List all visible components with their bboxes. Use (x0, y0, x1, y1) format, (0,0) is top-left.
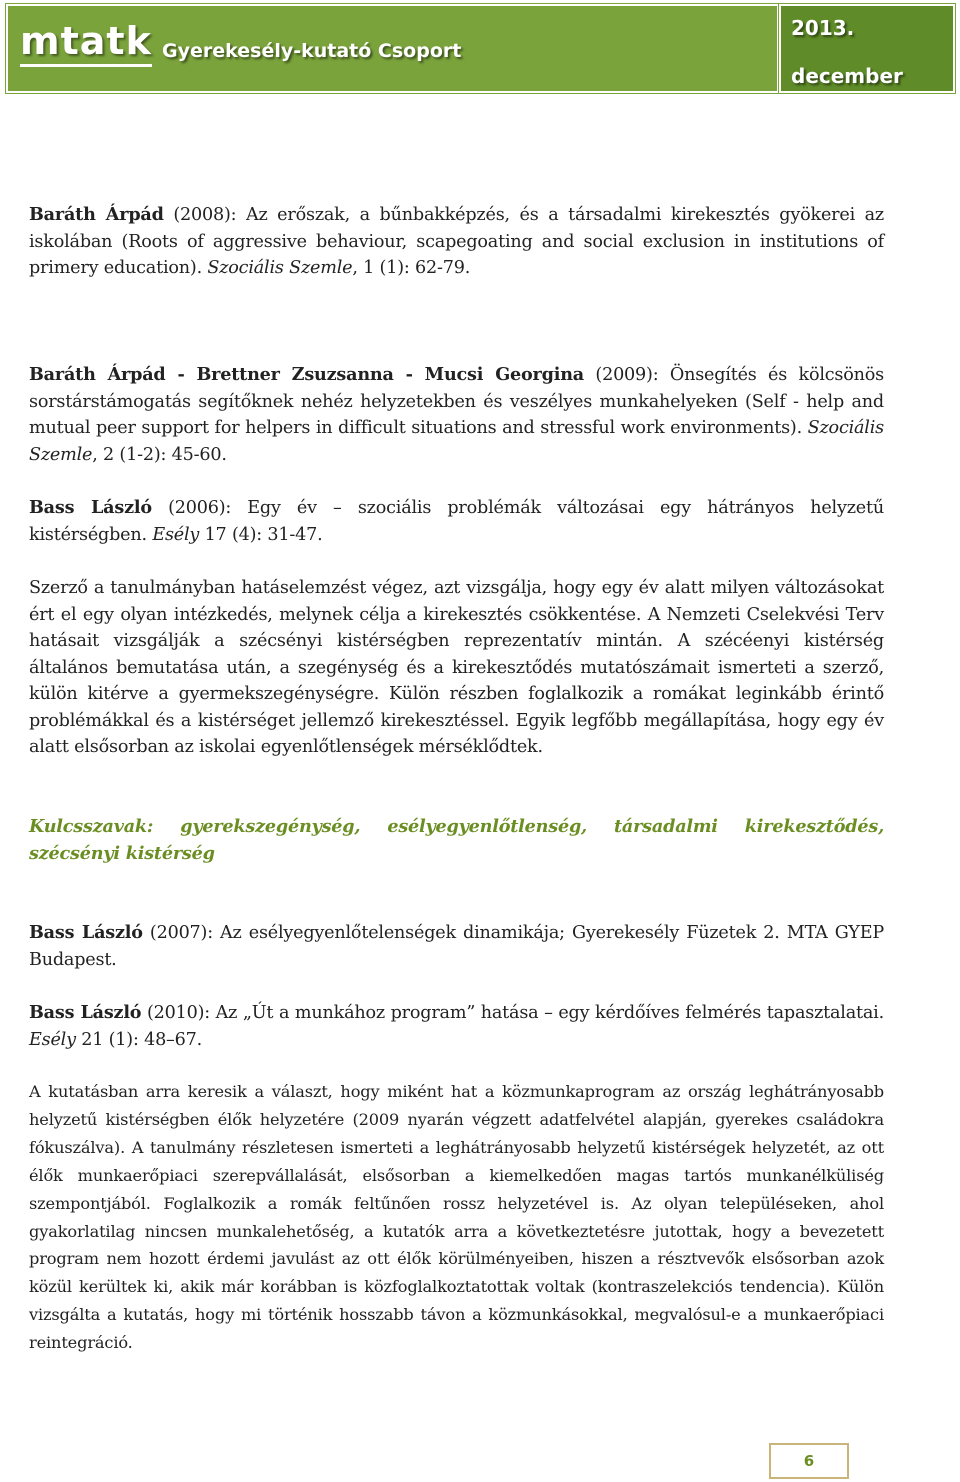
header-year: 2013. (791, 16, 855, 40)
reference-entry (29, 202, 884, 282)
page-number-text: 6 (803, 1452, 815, 1470)
reference-journal: Esély (152, 524, 200, 545)
keywords: Kulcsszavak: gyerekszegénység, esélyegyenlőtlenség, társadalmi kirekesztődés, szécsényi kistérség (29, 816, 884, 864)
group-title: Gyerekesély-kutató Csoport (162, 40, 462, 62)
reference-author: Baráth Árpád (29, 204, 164, 225)
abstract-paragraph: Szerző a tanulmányban hatáselemzést végez, azt vizsgálja, hogy egy év alatt milyen változásokat ért el egy olyan intézkedés, melynek célja a kirekesztés csökkentése. A Nemzeti Cselekvési Terv hatásait vizsgálják a szécsényi kistérségben reprezentatív mintán. A szécéenyi kistérség általános bemutatása után, a szegénység és a kirekesztődés mutatószámait ismerteti a szerző, külön kitérve a gyermekszegénységre. Külön részben foglalkozik a romákat leginkább érintő problémákkal és a kistérséget jellemző kirekesztéssel. Egyik legfőbb megállapítása, hogy egy év alatt elsősorban az iskolai egyenlőtlenségek mérséklődtek. (29, 578, 884, 757)
reference-issue: , 2 (1-2): 45-60. (92, 444, 227, 465)
reference-author: Bass László (29, 497, 152, 518)
reference-entry (29, 495, 884, 548)
reference-entry (29, 362, 884, 468)
reference-journal: Esély (29, 1029, 76, 1050)
header-month: december (791, 64, 903, 88)
reference-author: Baráth Árpád - Brettner Zsuzsanna - Mucsi Georgina (29, 364, 584, 385)
reference-journal: Szociális Szemle (207, 258, 353, 278)
abstract-paragraph: A kutatásban arra keresik a választ, hogy miként hat a közmunkaprogram az ország leghátrányosabb helyzetű kistérségben élők helyzetére (2009 nyarán végzett adatfelvétel alapján, gyerekes családokra fókuszálva). A tanulmány részletesen ismerteti a leghátrányosabb helyzetű kistérségek helyzetét, az ott élők munkaerőpiaci szerepvállalását, elsősorban a kiemelkedően magas tartós munkanélküliség szempontjából. Foglalkozik a romák feltűnően rossz helyzetével is. Az olyan településeken, ahol gyakorlatilag nincsen munkalehetőség, a kutatók arra a következtetésre jutottak, hogy a bevezetett program nem hozott érdemi javulást az ott élők körülményeiben, hiszen a résztvevők elsősorban azok közül kerültek ki, akik már korábban is közfoglalkoztatottak voltak (kontraszelekciós tendencia). Külön vizsgálta a kutatás, hogy mi történik hosszabb távon a közmunkásokkal, megvalósul-e a munkaerőpiaci reintegráció. (29, 1082, 884, 1353)
reference-text: (2007): Az esélyegyenlőtelenségek dinamikája; Gyerekesély Füzetek 2. MTA GYEP Budapest. (29, 923, 885, 970)
reference-text: (2006): Egy év – szociális problémák változásai egy hátrányos helyzetű kistérségben. (29, 498, 885, 545)
reference-author: Bass László (29, 922, 143, 943)
page-number (769, 1443, 849, 1479)
reference-text: (2010): Az „Út a munkához program” hatása – egy kérdőíves felmérés tapasztalatai. (141, 1003, 884, 1023)
reference-issue: , 1 (1): 62-79. (352, 258, 471, 278)
reference-text: (2008): Az erőszak, a bűnbakképzés, és a társadalmi kirekesztés gyökerei az iskolában (Roots of aggressive behaviour, scapegoating and social exclusion in institutions of primery education). (29, 205, 884, 278)
reference-issue: 17 (4): 31-47. (199, 524, 323, 545)
header-date-box (779, 4, 955, 93)
reference-entry (29, 920, 884, 973)
reference-author: Bass László (29, 1002, 142, 1023)
logo: mtatk (20, 20, 152, 67)
reference-entry (29, 1000, 884, 1053)
reference-text: (2009): Önsegítés és kölcsönös sorstárstámogatás segítőknek nehéz helyzetekben és veszélyes munkahelyeken (Self - help and mutual peer support for helpers in difficult situations and stressful work environments). (29, 365, 885, 438)
reference-issue: 21 (1): 48–67. (75, 1029, 203, 1050)
header-banner (6, 4, 779, 93)
reference-journal: Szociális Szemle (29, 418, 884, 465)
